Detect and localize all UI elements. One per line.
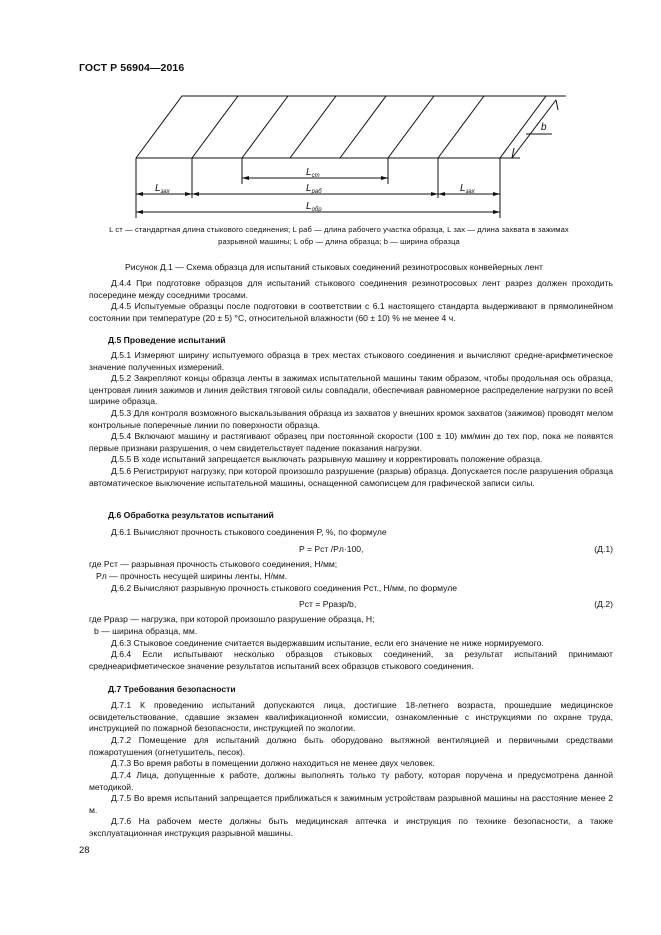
- where-d2-b: b — ширина образца, мм.: [94, 626, 198, 636]
- paragraph-d45: Д.4.5 Испытуемые образцы после подготовки в соответствии с 6.1 настоящего стандарта выдерживают в прямолинейном состоянии при температуре (20 ± 5) °С, относительной влажности (60 ± 10) % не менее 4 ч.: [89, 301, 613, 323]
- formula-d2-expression: Pст = Pразр/b,: [299, 599, 357, 609]
- paragraph-d71: Д.7.1 К проведению испытаний допускаются лица, достигшие 18-летнего возраста, прошедшие медицинское освидетельствование, сдавшие экзамен квалификационной комиссии, ознакомленные с инструкциями по охране труда, инструкцией по пожарной безопасности, инструкцией по экологии.: [89, 700, 613, 733]
- figure-title: Рисунок Д.1 — Схема образца для испытаний стыковых соединений резинотросовых конвейерных лент: [125, 262, 543, 272]
- where-d1-pl: Pл — прочность несущей ширины ленты, Н/мм.: [96, 571, 288, 581]
- paragraph-d56: Д.5.6 Регистрируют нагрузку, при которой произошло разрушение (разрыв) образца. Допускается после разрушения образца автоматическое выключение испытательной машины, оснащенной самописцем для графической записи силы.: [89, 466, 613, 488]
- paragraph-d52: Д.5.2 Закрепляют концы образца ленты в зажимах испытательной машины таким образом, чтобы продольная ось образца, центровая линия зажимов и линия действия тяговой силы совпадали, обеспечивая равномерное распределение нагрузки по всей ширине образца.: [89, 373, 613, 406]
- paragraph-d55: Д.5.5 В ходе испытаний запрещается выключать разрывную машину и корректировать положение образца.: [111, 454, 543, 464]
- where-d2-prazr: где Pразр — нагрузка, при которой произошло разрушение образца, Н;: [89, 614, 375, 624]
- page-number: 28: [79, 845, 90, 856]
- figure-legend: [89, 224, 589, 248]
- formula-d2-number: (Д.2): [594, 599, 613, 609]
- figure-legend-line: L ст — стандартная длина стыкового соединения; L раб — длина рабочего участка образца, L зах — длина захвата в зажимах: [109, 225, 569, 234]
- paragraph-d76: Д.7.6 На рабочем месте должны быть медицинская аптечка и инструкция по технике безопасности, а также эксплуатационная инструкция разрывной машины.: [89, 816, 613, 838]
- figure-legend-line: разрывной машины; L обр — длина образца; b — ширина образца: [218, 237, 460, 246]
- paragraph-d75: Д.7.5 Во время испытаний запрещается приближаться к зажимным устройствам разрывной машины на расстояние менее 2 м.: [89, 793, 613, 815]
- paragraph-d63: Д.6.3 Стыковое соединение считается выдержавшим испытание, если его значение не ниже нормируемого.: [111, 638, 544, 648]
- paragraph-d61: Д.6.1 Вычисляют прочность стыкового соединения P, %, по формуле: [111, 527, 387, 537]
- paragraph-d53: Д.5.3 Для контроля возможного выскальзывания образца из захватов у внешних кромок захватов (зажимов) проводят мелом контрольные поперечные линии по поверхности образца.: [89, 408, 613, 430]
- where-d1-pst: где Pст — разрывная прочность стыкового соединения, Н/мм;: [89, 559, 338, 569]
- formula-d1-expression: P = Pст /Pл·100,: [299, 544, 364, 554]
- label-b: b: [541, 122, 547, 133]
- paragraph-d74: Д.7.4 Лица, допущенные к работе, должны выполнять только ту работу, которая поручена и предусмотрена данной методикой.: [89, 770, 613, 792]
- formula-d1-number: (Д.1): [594, 544, 613, 554]
- paragraph-d72: Д.7.2 Помещение для испытаний должно быть оборудовано вытяжной вентиляцией и первичными средствами пожаротушения (огнетушитель, песок).: [89, 735, 613, 757]
- document-header: ГОСТ Р 56904—2016: [79, 62, 185, 74]
- paragraph-d73: Д.7.3 Во время работы в помещении должно находиться не менее двух человек.: [111, 758, 435, 768]
- section-heading-d6: Д.6 Обработка результатов испытаний: [108, 510, 274, 520]
- paragraph-d44: Д.4.4 При подготовке образцов для испытаний стыкового соединения резинотросовых лент разрез должен проходить посередине между соседними тросами.: [89, 278, 613, 300]
- label-l-zah-right: $L_{зах}$: [460, 183, 475, 195]
- label-l-st: $L_{ст}$: [306, 167, 320, 179]
- label-l-rab: $L_{раб}$: [306, 183, 322, 195]
- label-l-obr: $L_{обр}$: [306, 201, 322, 213]
- paragraph-d54: Д.5.4 Включают машину и растягивают образец при постоянной скорости (100 ± 10) мм/мин до тех пор, пока не появятся первые признаки разрушения, о чем свидетельствует падение показания нагрузки.: [89, 431, 613, 453]
- section-heading-d7: Д.7 Требования безопасности: [108, 684, 236, 694]
- paragraph-d51: Д.5.1 Измеряют ширину испытуемого образца в трех местах стыкового соединения и вычисляют средне-арифметическое значение полученных измерений.: [89, 350, 613, 372]
- specimen-diagram: [0, 0, 661, 260]
- paragraph-d62: Д.6.2 Вычисляют разрывную прочность стыкового соединения Pст., Н/мм, по формуле: [111, 583, 458, 593]
- paragraph-d64: Д.6.4 Если испытывают несколько образцов стыковых соединений, за результат испытаний принимают среднеарифметическое значение результатов испытаний всех образцов стыкового соединения.: [89, 649, 613, 671]
- section-heading-d5: Д.5 Проведение испытаний: [108, 335, 226, 345]
- label-l-zah-left: $L_{зах}$: [155, 183, 170, 195]
